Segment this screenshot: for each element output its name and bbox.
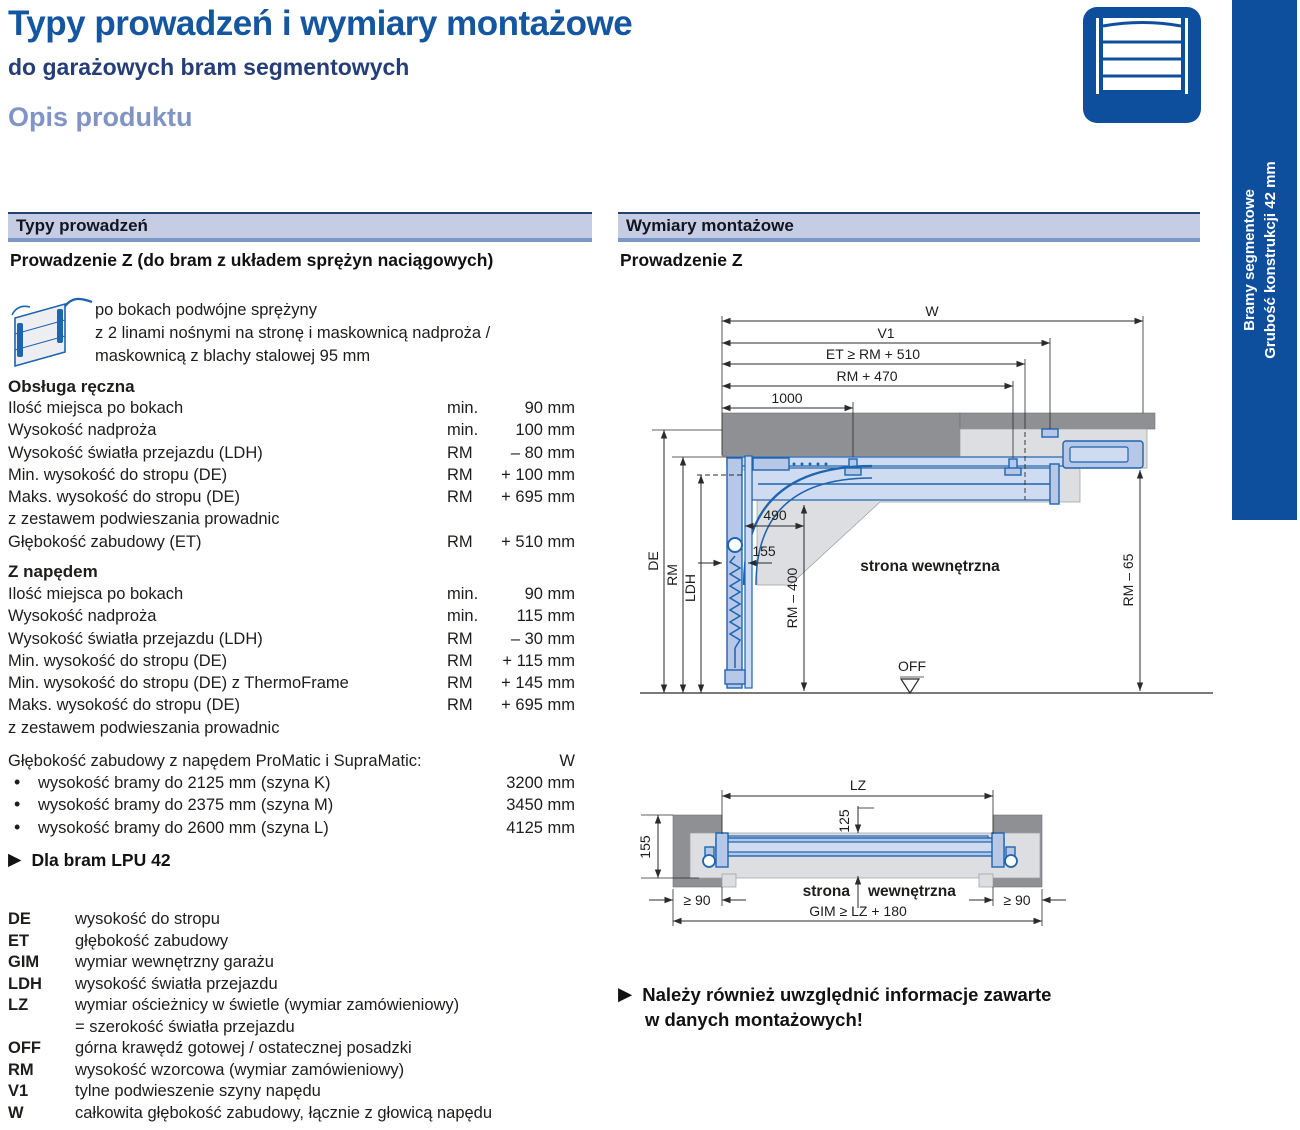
row-value: – 80 mm xyxy=(510,443,575,462)
row-value: 90 mm xyxy=(524,585,575,603)
lpu-note xyxy=(8,850,171,871)
section-bar-track-types: Typy prowadzeń xyxy=(8,212,592,242)
edge-tab-line2: Grubość konstrukcji 42 mm xyxy=(1262,161,1279,359)
legend-term: LZ xyxy=(8,996,29,1014)
dim-rm400-label: RM – 400 xyxy=(784,567,800,629)
dim-rm470-label: RM + 470 xyxy=(836,368,898,384)
row-label: z zestawem podwieszania prowadnic xyxy=(8,718,280,737)
table-row xyxy=(8,488,592,510)
row-qualifier: RM xyxy=(447,674,473,693)
legend-term: RM xyxy=(8,1060,34,1079)
top-view-drawing xyxy=(615,758,1215,943)
legend xyxy=(8,910,592,1125)
dim-90-right-label: ≥ 90 xyxy=(1003,892,1031,908)
depth-heading-row xyxy=(8,752,592,774)
page-title: Typy prowadzeń i wymiary montażowe xyxy=(8,4,633,43)
mounting-z-heading: Prowadzenie Z xyxy=(620,250,743,270)
depth-heading-value: W xyxy=(559,752,575,770)
legend-term: ET xyxy=(8,931,30,950)
legend-term: GIM xyxy=(8,953,40,971)
manual-heading: Obsługa ręczna xyxy=(8,377,135,396)
row-value: 100 mm xyxy=(515,421,575,440)
legend-description: tylne podwieszenie szyny napędu xyxy=(75,1082,321,1100)
dim-et-label: ET ≥ RM + 510 xyxy=(825,346,921,362)
dim-lz-label: LZ xyxy=(849,777,867,793)
legend-term: W xyxy=(8,1103,24,1122)
row-label: Wysokość nadproża xyxy=(8,421,157,440)
legend-description: = szerokość światła przejazdu xyxy=(75,1017,295,1036)
row-value: + 510 mm xyxy=(501,532,575,551)
table-row xyxy=(8,674,592,696)
row-value: + 115 mm xyxy=(502,651,575,670)
dim-1000-label: 1000 xyxy=(771,390,803,406)
dim-ldh-label: LDH xyxy=(682,573,698,603)
left-roller xyxy=(703,855,715,867)
row-value: + 100 mm xyxy=(501,465,575,484)
legend-description: wysokość światła przejazdu xyxy=(75,974,278,993)
vertical-track xyxy=(745,456,752,688)
list-item xyxy=(8,796,592,818)
mounting-data-note xyxy=(618,982,1051,1032)
triangle-bullet-icon: ▶ xyxy=(618,983,633,1004)
legend-description: całkowita głębokość zabudowy, łącznie z głowicą napędu xyxy=(75,1103,493,1122)
legend-row xyxy=(8,1104,592,1126)
table-row xyxy=(8,421,592,443)
ceiling-slab-thin xyxy=(960,413,1155,429)
row-label: Wysokość nadproża xyxy=(8,607,157,626)
lpu-note-text: Dla bram LPU 42 xyxy=(31,850,171,870)
row-label: Min. wysokość do stropu (DE) xyxy=(8,651,228,670)
edge-tab-line1: Bramy segmentowe xyxy=(1241,189,1258,331)
right-frame-profile xyxy=(992,833,1004,867)
section-bar-mounting-dimensions: Wymiary montażowe xyxy=(618,212,1200,242)
z-track-door-icon xyxy=(6,293,94,373)
item-value: 4125 mm xyxy=(506,818,575,837)
row-label: Maks. wysokość do stropu (DE) xyxy=(8,696,240,715)
dim-rm-label: RM xyxy=(664,564,680,586)
inside-label: strona wewnętrzna xyxy=(860,558,1000,575)
sectional-door-icon xyxy=(1082,6,1202,126)
spring-anchor xyxy=(753,458,789,470)
row-value: + 145 mm xyxy=(501,674,575,693)
table-row xyxy=(8,444,592,466)
track-end-bracket xyxy=(1050,464,1059,504)
table-row xyxy=(8,510,592,532)
intro-line: maskownicą z blachy stalowej 95 mm xyxy=(95,347,371,365)
off-label: OFF xyxy=(898,658,926,674)
legend-term: V1 xyxy=(8,1082,29,1100)
bullet-icon: • xyxy=(14,772,21,792)
legend-row xyxy=(8,1018,592,1040)
row-qualifier: RM xyxy=(447,651,473,670)
side-view-drawing xyxy=(615,295,1215,715)
dim-gim-label: GIM ≥ LZ + 180 xyxy=(809,903,907,919)
rear-suspension-clamp xyxy=(1042,429,1058,437)
row-qualifier: RM xyxy=(447,465,473,484)
row-value: + 695 mm xyxy=(501,488,575,507)
depth-heading: Głębokość zabudowy z napędem ProMatic i SupraMatic: xyxy=(8,752,422,770)
table-row xyxy=(8,607,592,629)
legend-row xyxy=(8,932,592,954)
section-label: Opis produktu xyxy=(8,102,193,132)
row-qualifier: RM xyxy=(447,629,473,648)
side-view-structure xyxy=(640,413,1213,693)
table-row xyxy=(8,719,592,741)
item-value: 3200 mm xyxy=(506,774,575,792)
legend-description: wymiar ościeżnicy w świetle (wymiar zamówieniowy) xyxy=(75,996,460,1014)
dim-125-label: 125 xyxy=(836,809,852,833)
bullet-icon: • xyxy=(14,816,21,837)
depth-list xyxy=(8,774,592,841)
row-value: 90 mm xyxy=(524,399,575,417)
drive-depth-block xyxy=(8,752,592,774)
dim-490-label: 490 xyxy=(763,507,787,523)
legend-description: górna krawędź gotowej / ostatecznej posadzki xyxy=(75,1039,412,1057)
legend-row xyxy=(8,975,592,997)
track-z-description xyxy=(95,299,575,368)
legend-row xyxy=(8,1039,592,1061)
powered-heading: Z napędem xyxy=(8,562,98,581)
row-qualifier: RM xyxy=(447,443,473,462)
row-qualifier: RM xyxy=(447,488,473,507)
table-row xyxy=(8,652,592,674)
dim-v1-label: V1 xyxy=(877,325,895,341)
row-qualifier: min. xyxy=(447,421,479,440)
bullet-icon: • xyxy=(14,794,21,815)
legend-term: DE xyxy=(8,910,31,928)
left-frame-profile xyxy=(716,833,728,867)
legend-row xyxy=(8,1082,592,1104)
note-line2: w danych montażowych! xyxy=(645,1009,863,1030)
row-qualifier: min. xyxy=(447,585,479,603)
row-qualifier: RM xyxy=(447,532,473,551)
legend-term: LDH xyxy=(8,974,42,993)
row-qualifier: RM xyxy=(447,696,473,715)
legend-description: wysokość wzorcowa (wymiar zamówieniowy) xyxy=(75,1060,405,1079)
ceiling-slab xyxy=(722,413,960,456)
page-subtitle: do garażowych bram segmentowych xyxy=(8,54,410,80)
row-label: Wysokość światła przejazdu (LDH) xyxy=(8,443,263,462)
table-row xyxy=(8,466,592,488)
dim-w-label: W xyxy=(925,303,939,319)
row-label: Głębokość zabudowy (ET) xyxy=(8,532,202,551)
dim-155-label: 155 xyxy=(637,835,653,859)
row-qualifier: min. xyxy=(447,399,479,417)
triangle-bullet-icon: ▶ xyxy=(8,849,22,869)
table-row xyxy=(8,630,592,652)
table-row xyxy=(8,399,592,421)
table-row xyxy=(8,585,592,607)
row-label: Min. wysokość do stropu (DE) z ThermoFrame xyxy=(8,674,349,693)
row-value: 115 mm xyxy=(516,607,575,626)
legend-description: wysokość do stropu xyxy=(75,910,220,928)
row-value: + 695 mm xyxy=(501,696,575,715)
track-z-heading: Prowadzenie Z (do bram z układem sprężyn naciągowych) xyxy=(10,250,494,270)
row-value: – 30 mm xyxy=(510,629,575,648)
legend-row xyxy=(8,910,592,932)
row-label: Wysokość światła przejazdu (LDH) xyxy=(8,629,263,648)
dim-155-label: 155 xyxy=(752,543,776,559)
item-label: wysokość bramy do 2125 mm (szyna K) xyxy=(38,774,331,792)
cable-pulley xyxy=(728,538,742,552)
list-item xyxy=(8,816,592,841)
item-label: wysokość bramy do 2375 mm (szyna M) xyxy=(38,796,334,815)
legend-row xyxy=(8,1061,592,1083)
intro-line: z 2 linami nośnymi na stronę i maskownicą nadproża / xyxy=(95,324,491,342)
legend-description: wymiar wewnętrzny garażu xyxy=(75,953,274,971)
row-qualifier: min. xyxy=(447,607,479,626)
row-label: Maks. wysokość do stropu (DE) xyxy=(8,488,240,507)
manual-table xyxy=(8,399,592,555)
row-label: Ilość miejsca po bokach xyxy=(8,399,184,417)
powered-table xyxy=(8,585,592,741)
table-row xyxy=(8,696,592,718)
intro-line: po bokach podwójne sprężyny xyxy=(95,301,317,319)
row-label: Ilość miejsca po bokach xyxy=(8,585,184,603)
row-label: z zestawem podwieszania prowadnic xyxy=(8,510,280,529)
bottom-bracket xyxy=(725,670,745,684)
row-label: Min. wysokość do stropu (DE) xyxy=(8,465,228,484)
legend-row xyxy=(8,953,592,975)
table-row xyxy=(8,533,592,555)
dim-90-left-label: ≥ 90 xyxy=(683,892,711,908)
legend-row xyxy=(8,996,592,1018)
note-line1: Należy również uwzględnić informacje zawarte xyxy=(642,984,1052,1005)
dim-rm65-label: RM – 65 xyxy=(1120,553,1136,607)
inside-label-left: strona xyxy=(802,883,850,900)
list-item xyxy=(8,774,592,796)
item-value: 3450 mm xyxy=(506,796,575,815)
floor-level-icon xyxy=(901,679,919,693)
dim-de-label: DE xyxy=(645,551,661,571)
legend-description: głębokość zabudowy xyxy=(75,931,229,950)
item-label: wysokość bramy do 2600 mm (szyna L) xyxy=(38,818,329,837)
inside-label-right: wewnętrzna xyxy=(868,883,956,900)
legend-term: OFF xyxy=(8,1039,41,1057)
right-roller xyxy=(1005,855,1017,867)
